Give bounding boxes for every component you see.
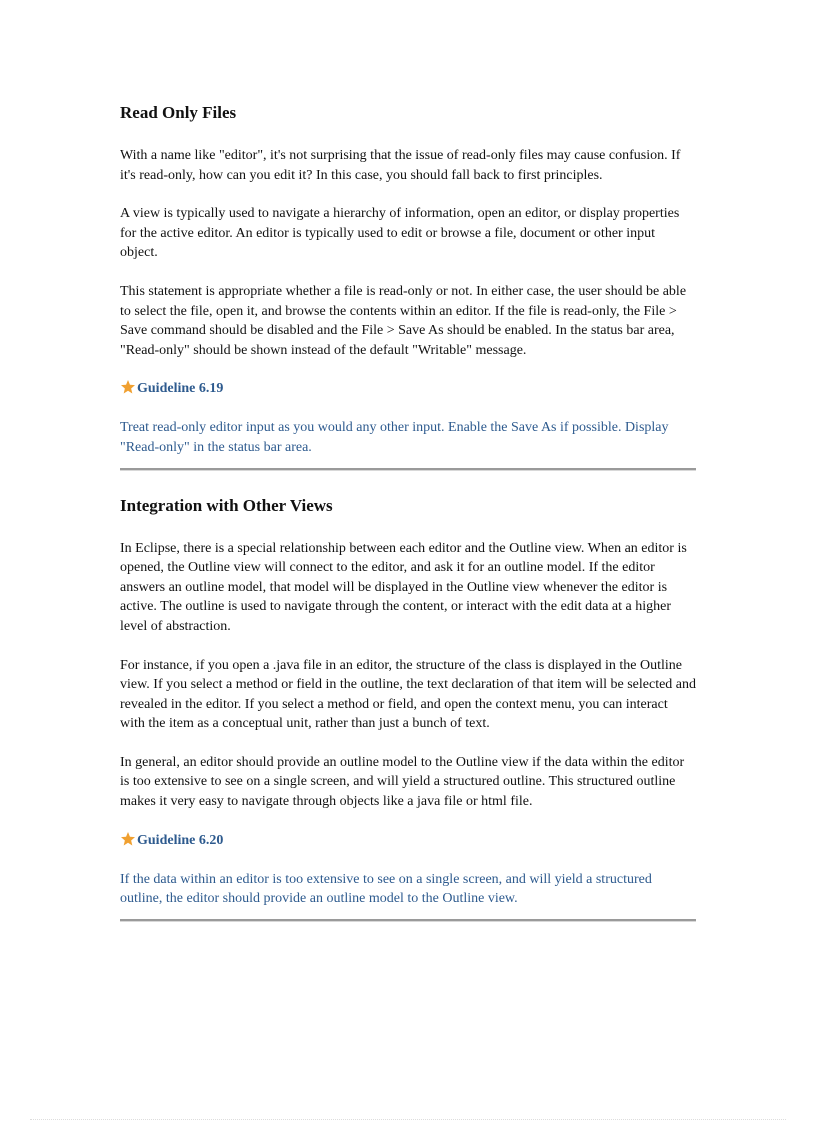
guideline-heading <box>120 379 696 399</box>
section-read-only-files <box>120 100 696 471</box>
document-page <box>120 100 696 944</box>
guideline-label: Guideline 6.20 <box>137 832 224 848</box>
page-edge-divider <box>30 1119 786 1120</box>
section-divider <box>120 919 696 922</box>
paragraph: In general, an editor should provide an outline model to the Outline view if the data within the editor is too extensive to see on a single screen, and will yield a structured outline. This structured outline makes it very easy to navigate through objects like a java file or html file. <box>120 754 685 810</box>
guideline-label: Guideline 6.19 <box>137 381 224 397</box>
star-icon <box>120 379 136 395</box>
star-icon <box>120 831 136 847</box>
paragraph: With a name like "editor", it's not surprising that the issue of read-only files may cause confusion. If it's read-only, how can you edit it? In this case, you should fall back to first principles. <box>120 148 681 183</box>
paragraph: For instance, if you open a .java file in an editor, the structure of the class is displayed in the Outline view. If you select a method or field in the outline, the text declaration of that item will be selected and revealed in the editor. If you select a method or field, and open the context menu, you can interact with the item as a conceptual unit, rather than just a bunch of text. <box>120 657 697 732</box>
paragraph: This statement is appropriate whether a file is read-only or not. In either case, the user should be able to select the file, open it, and browse the contents within an editor. If the file is read-only, the File > Save command should be disabled and the File > Save As should be enabled. In the status bar area, "Read-only" should be shown instead of the default "Writable" message. <box>120 283 687 358</box>
section-divider <box>120 468 696 471</box>
section-title: Integration with Other Views <box>120 495 333 515</box>
section-title: Read Only Files <box>120 103 237 122</box>
paragraph: A view is typically used to navigate a hierarchy of information, open an editor, or display properties for the active editor. An editor is typically used to edit or browse a file, document or other input object. <box>120 206 680 261</box>
section-integration-with-other-views <box>120 493 696 922</box>
guideline-heading <box>120 831 696 851</box>
guideline-text: If the data within an editor is too extensive to see on a single screen, and will yield a structured outline, the editor should provide an outline model to the Outline view. <box>120 871 652 907</box>
paragraph: In Eclipse, there is a special relationship between each editor and the Outline view. When an editor is opened, the Outline view will connect to the editor, and ask it for an outline model. If the editor answers an outline model, that model will be displayed in the Outline view whenever the editor is active. The outline is used to navigate through the content, or interact with the edit data at a higher level of abstraction. <box>120 540 687 634</box>
guideline-text: Treat read-only editor input as you would any other input. Enable the Save As if possible. Display "Read-only" in the status bar area. <box>120 420 669 455</box>
